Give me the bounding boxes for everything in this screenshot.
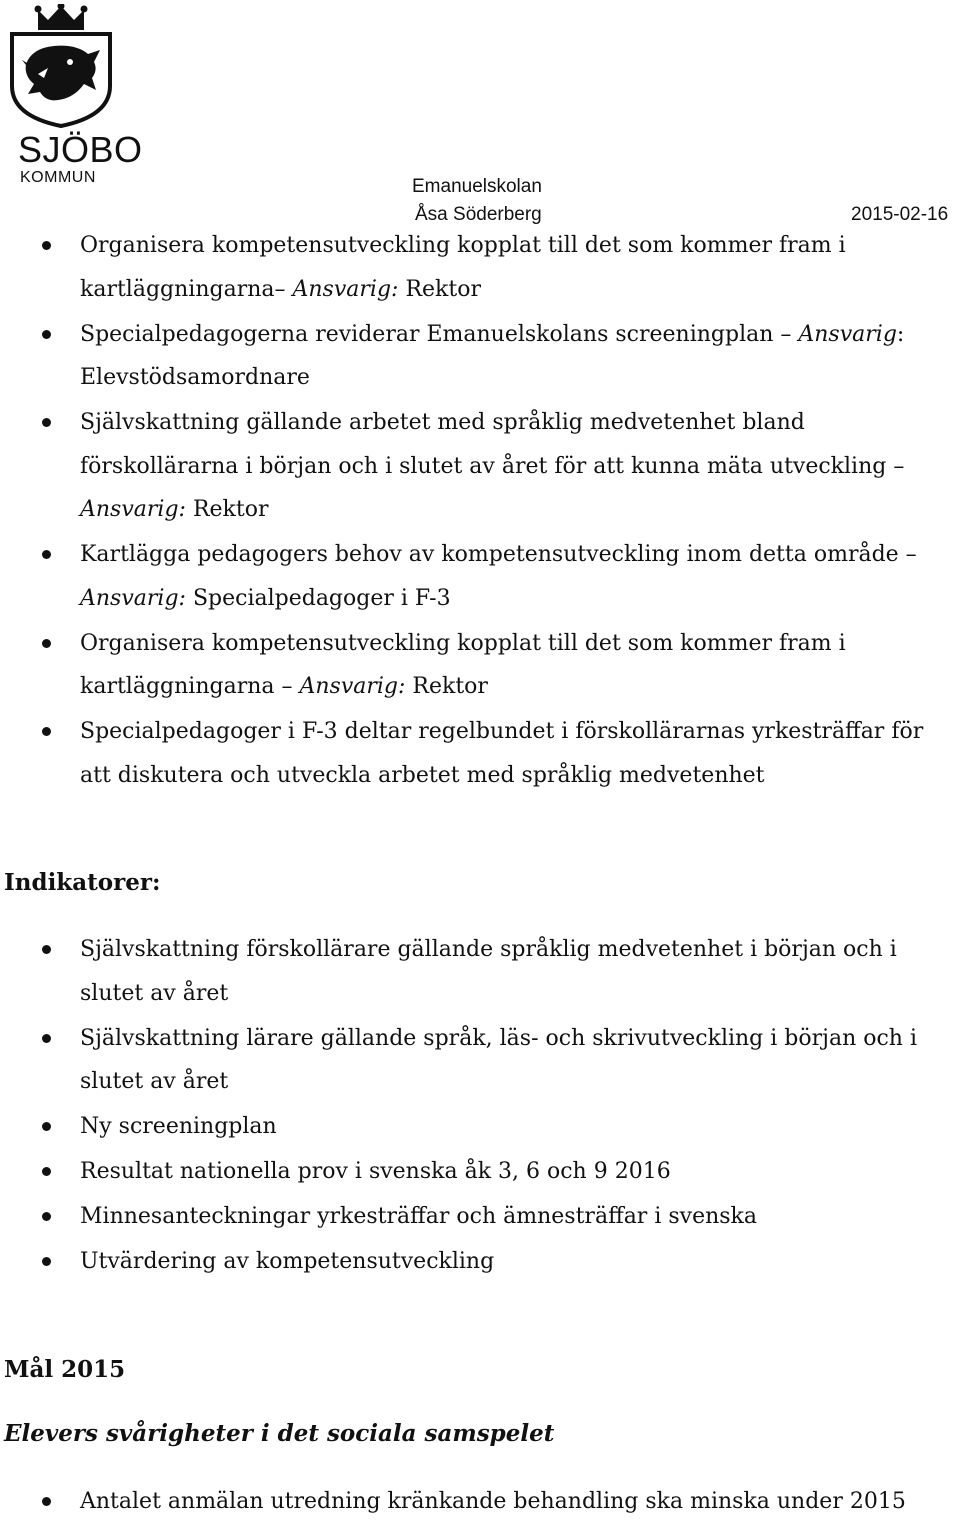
list-item: Organisera kompetensutveckling kopplat till det som kommer fram i kartläggningarna– Ansvarig: Rektor — [0, 224, 960, 311]
bullet-icon — [42, 418, 51, 427]
bullet-icon — [42, 1212, 51, 1221]
list-item: Organisera kompetensutveckling kopplat till det som kommer fram i kartläggningarna – Ansvarig: Rektor — [0, 622, 960, 709]
coat-of-arms-icon — [8, 4, 114, 128]
bullet-icon — [42, 639, 51, 648]
list-item: Specialpedagoger i F-3 deltar regelbundet i förskollärarnas yrkesträffar för att diskutera och utveckla arbetet med språklig medvetenhet — [0, 710, 960, 797]
list-item: Självskattning gällande arbetet med språklig medvetenhet bland förskollärarna i början och i slutet av året för att kunna mäta utveckling – Ansvarig: Rektor — [0, 401, 960, 532]
action-list — [0, 224, 960, 799]
list-item: Resultat nationella prov i svenska åk 3, 6 och 9 2016 — [0, 1150, 960, 1194]
indikatorer-heading: Indikatorer: — [4, 869, 161, 896]
list-item: Ny screeningplan — [0, 1105, 960, 1149]
school-name: Emanuelskolan — [412, 176, 542, 197]
bullet-icon — [42, 1257, 51, 1266]
indicator-list — [0, 928, 960, 1285]
list-item: Utvärdering av kompetensutveckling — [0, 1240, 960, 1284]
goal-list — [0, 1480, 960, 1525]
mal-subheading: Elevers svårigheter i det sociala samspelet — [4, 1420, 555, 1447]
list-item: Specialpedagogerna reviderar Emanuelskolans screeningplan – Ansvarig: Elevstödsamordnare — [0, 313, 960, 400]
logo-subtitle: KOMMUN — [20, 169, 96, 186]
bullet-icon — [42, 1167, 51, 1176]
mal-heading: Mål 2015 — [4, 1356, 126, 1383]
author-name: Åsa Söderberg — [415, 204, 542, 225]
list-item: Antalet anmälan utredning kränkande behandling ska minska under 2015 — [0, 1480, 960, 1524]
bullet-icon — [42, 727, 51, 736]
sjobo-kommun-logo — [8, 4, 143, 186]
bullet-icon — [42, 945, 51, 954]
logo-wordmark: SJÖBO — [18, 129, 143, 170]
bullet-icon — [42, 1497, 51, 1506]
bullet-icon — [42, 330, 51, 339]
list-item: Kartlägga pedagogers behov av kompetensutveckling inom detta område – Ansvarig: Specialpedagoger i F-3 — [0, 533, 960, 620]
list-item: Självskattning lärare gällande språk, läs- och skrivutveckling i början och i slutet av året — [0, 1017, 960, 1104]
bullet-icon — [42, 241, 51, 250]
bullet-icon — [42, 1122, 51, 1131]
document-date: 2015-02-16 — [851, 204, 949, 225]
list-item: Självskattning förskollärare gällande språklig medvetenhet i början och i slutet av året — [0, 928, 960, 1015]
list-item: Minnesanteckningar yrkesträffar och ämnesträffar i svenska — [0, 1195, 960, 1239]
bullet-icon — [42, 550, 51, 559]
bullet-icon — [42, 1034, 51, 1043]
